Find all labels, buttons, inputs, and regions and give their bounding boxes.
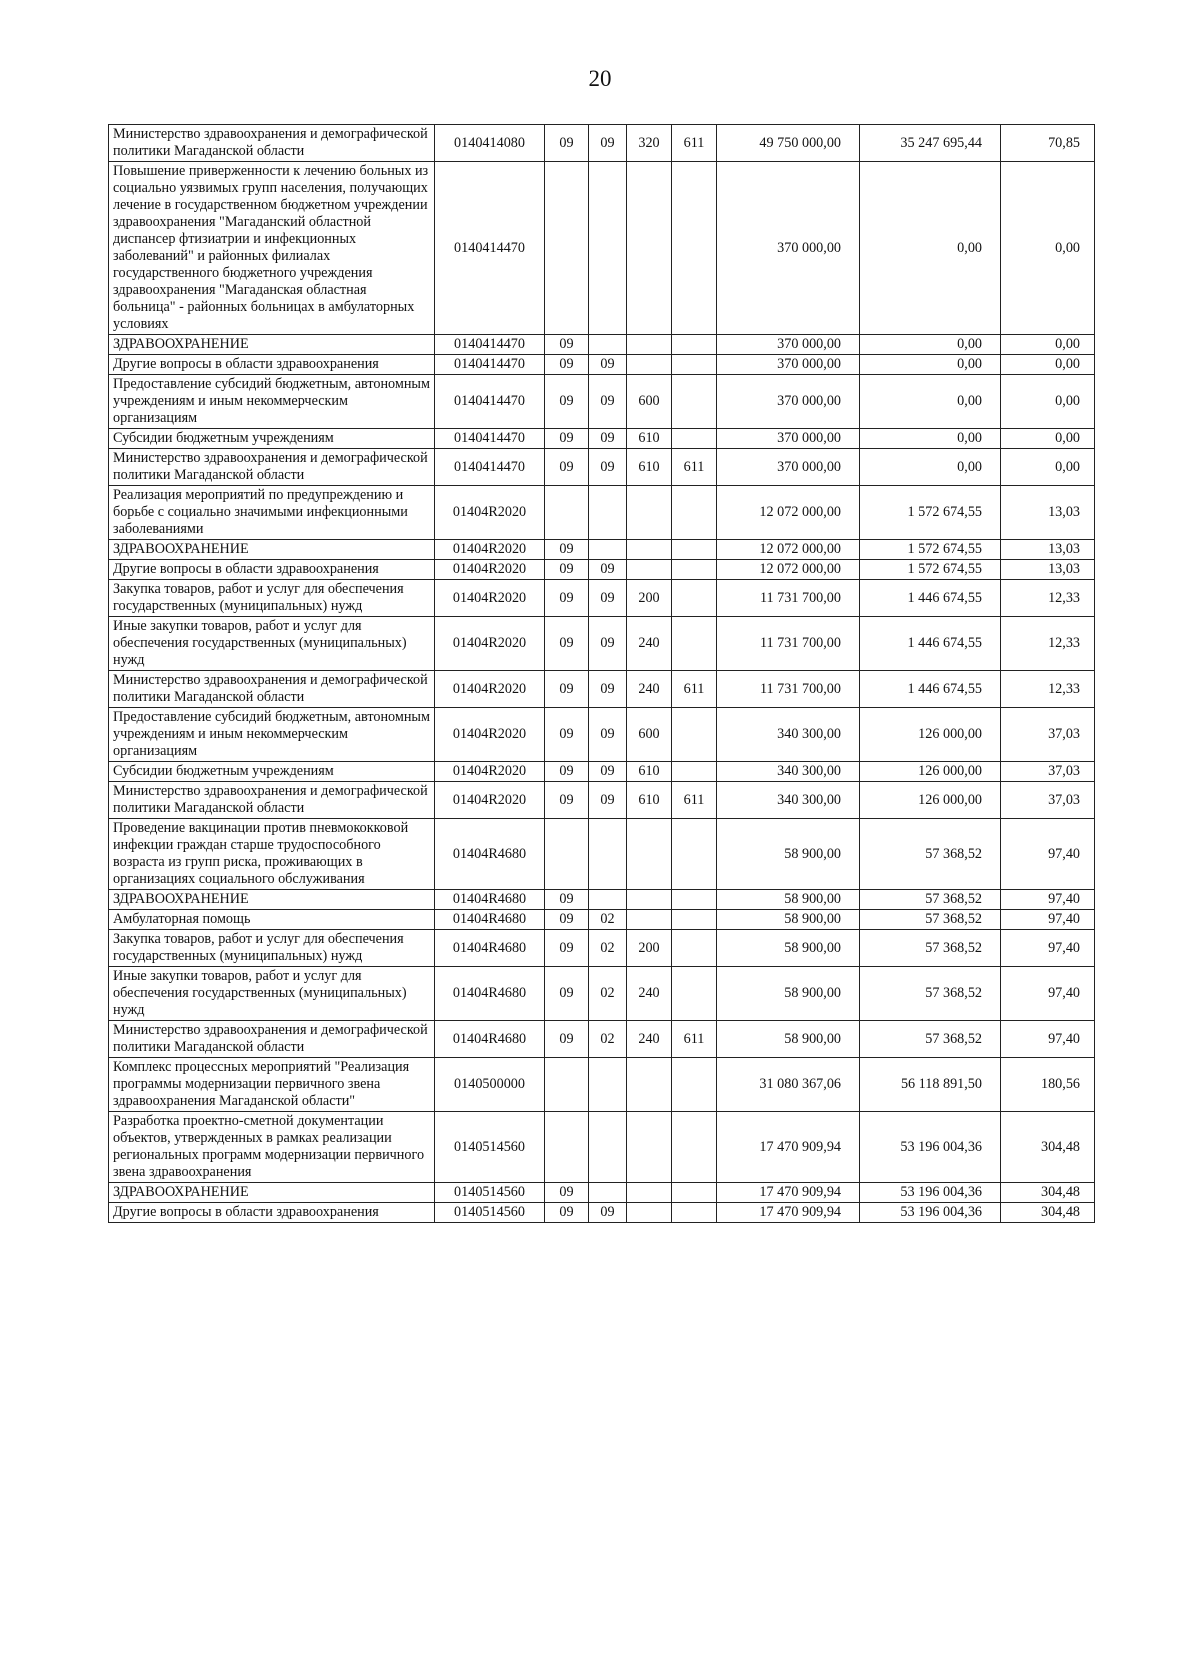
target-code-cell: 0140514560 [435, 1203, 545, 1223]
row-name-cell: Комплекс процессных мероприятий "Реализация программы модернизации первичного звена здравоохранения Магаданской области" [109, 1058, 435, 1112]
administrator-code-cell: 611 [672, 1021, 717, 1058]
section-cell: 09 [545, 930, 589, 967]
row-name-cell: Закупка товаров, работ и услуг для обеспечения государственных (муниципальных) нужд [109, 580, 435, 617]
section-cell [545, 819, 589, 890]
section-cell: 09 [545, 1021, 589, 1058]
actual-amount-cell: 53 196 004,36 [860, 1183, 1001, 1203]
target-code-cell: 01404R4680 [435, 819, 545, 890]
section-cell: 09 [545, 375, 589, 429]
subsection-cell: 09 [589, 1203, 627, 1223]
subsection-cell: 09 [589, 375, 627, 429]
section-cell: 09 [545, 890, 589, 910]
actual-amount-cell: 0,00 [860, 162, 1001, 335]
execution-percent-cell: 37,03 [1001, 762, 1095, 782]
row-name-cell: Другие вопросы в области здравоохранения [109, 1203, 435, 1223]
subsection-cell: 02 [589, 1021, 627, 1058]
expense-type-cell: 200 [627, 930, 672, 967]
actual-amount-cell: 1 446 674,55 [860, 671, 1001, 708]
target-code-cell: 0140414470 [435, 429, 545, 449]
planned-amount-cell: 49 750 000,00 [717, 125, 860, 162]
subsection-cell [589, 486, 627, 540]
actual-amount-cell: 57 368,52 [860, 930, 1001, 967]
execution-percent-cell: 97,40 [1001, 967, 1095, 1021]
row-name-cell: Иные закупки товаров, работ и услуг для обеспечения государственных (муниципальных) нужд [109, 967, 435, 1021]
actual-amount-cell: 35 247 695,44 [860, 125, 1001, 162]
table-row [109, 762, 1095, 782]
row-name-cell: Повышение приверженности к лечению больных из социально уязвимых групп населения, получающих лечение в государственном бюджетном учреждении здравоохранения "Магаданский областной диспансер фтизиатрии и инфекционных заболеваний" и районных филиалах государственного бюджетного учреждения здравоохранения "Магаданская областная больница" - районных больницах в амбулаторных условиях [109, 162, 435, 335]
target-code-cell: 0140414470 [435, 162, 545, 335]
table-row [109, 486, 1095, 540]
execution-percent-cell: 12,33 [1001, 671, 1095, 708]
execution-percent-cell: 12,33 [1001, 580, 1095, 617]
administrator-code-cell [672, 335, 717, 355]
expense-type-cell [627, 819, 672, 890]
table-row [109, 819, 1095, 890]
section-cell: 09 [545, 617, 589, 671]
execution-percent-cell: 0,00 [1001, 449, 1095, 486]
subsection-cell [589, 1183, 627, 1203]
subsection-cell: 09 [589, 617, 627, 671]
actual-amount-cell: 53 196 004,36 [860, 1112, 1001, 1183]
section-cell [545, 486, 589, 540]
execution-percent-cell: 304,48 [1001, 1203, 1095, 1223]
target-code-cell: 0140414080 [435, 125, 545, 162]
planned-amount-cell: 370 000,00 [717, 335, 860, 355]
row-name-cell: Предоставление субсидий бюджетным, автономным учреждениям и иным некоммерческим организациям [109, 375, 435, 429]
planned-amount-cell: 31 080 367,06 [717, 1058, 860, 1112]
administrator-code-cell [672, 819, 717, 890]
target-code-cell: 0140514560 [435, 1183, 545, 1203]
row-name-cell: Иные закупки товаров, работ и услуг для обеспечения государственных (муниципальных) нужд [109, 617, 435, 671]
planned-amount-cell: 11 731 700,00 [717, 580, 860, 617]
administrator-code-cell [672, 1203, 717, 1223]
target-code-cell: 01404R2020 [435, 580, 545, 617]
planned-amount-cell: 58 900,00 [717, 890, 860, 910]
target-code-cell: 0140414470 [435, 335, 545, 355]
subsection-cell: 09 [589, 708, 627, 762]
subsection-cell: 02 [589, 967, 627, 1021]
table-row [109, 429, 1095, 449]
administrator-code-cell [672, 540, 717, 560]
planned-amount-cell: 370 000,00 [717, 429, 860, 449]
section-cell [545, 1058, 589, 1112]
table-row [109, 580, 1095, 617]
row-name-cell: Проведение вакцинации против пневмококковой инфекции граждан старше трудоспособного возраста из групп риска, проживающих в организациях социального обслуживания [109, 819, 435, 890]
planned-amount-cell: 340 300,00 [717, 782, 860, 819]
actual-amount-cell: 57 368,52 [860, 1021, 1001, 1058]
subsection-cell: 09 [589, 355, 627, 375]
subsection-cell: 09 [589, 782, 627, 819]
row-name-cell: Другие вопросы в области здравоохранения [109, 355, 435, 375]
target-code-cell: 01404R2020 [435, 762, 545, 782]
row-name-cell: Министерство здравоохранения и демографической политики Магаданской области [109, 125, 435, 162]
subsection-cell: 09 [589, 762, 627, 782]
execution-percent-cell: 13,03 [1001, 486, 1095, 540]
expense-type-cell: 600 [627, 708, 672, 762]
expense-type-cell [627, 1058, 672, 1112]
administrator-code-cell [672, 560, 717, 580]
actual-amount-cell: 1 446 674,55 [860, 617, 1001, 671]
target-code-cell: 01404R2020 [435, 782, 545, 819]
section-cell [545, 1112, 589, 1183]
planned-amount-cell: 58 900,00 [717, 930, 860, 967]
actual-amount-cell: 0,00 [860, 355, 1001, 375]
table-row [109, 617, 1095, 671]
actual-amount-cell: 126 000,00 [860, 762, 1001, 782]
row-name-cell: Другие вопросы в области здравоохранения [109, 560, 435, 580]
table-row [109, 162, 1095, 335]
section-cell: 09 [545, 1203, 589, 1223]
expense-type-cell: 610 [627, 449, 672, 486]
administrator-code-cell [672, 708, 717, 762]
execution-percent-cell: 70,85 [1001, 125, 1095, 162]
planned-amount-cell: 58 900,00 [717, 910, 860, 930]
subsection-cell: 09 [589, 125, 627, 162]
table-row [109, 890, 1095, 910]
expense-type-cell [627, 910, 672, 930]
actual-amount-cell: 126 000,00 [860, 782, 1001, 819]
subsection-cell [589, 890, 627, 910]
row-name-cell: ЗДРАВООХРАНЕНИЕ [109, 540, 435, 560]
planned-amount-cell: 58 900,00 [717, 819, 860, 890]
actual-amount-cell: 0,00 [860, 449, 1001, 486]
section-cell: 09 [545, 967, 589, 1021]
execution-percent-cell: 0,00 [1001, 335, 1095, 355]
actual-amount-cell: 56 118 891,50 [860, 1058, 1001, 1112]
section-cell: 09 [545, 540, 589, 560]
subsection-cell: 09 [589, 449, 627, 486]
actual-amount-cell: 1 446 674,55 [860, 580, 1001, 617]
row-name-cell: Субсидии бюджетным учреждениям [109, 429, 435, 449]
execution-percent-cell: 97,40 [1001, 890, 1095, 910]
expense-type-cell [627, 560, 672, 580]
section-cell: 09 [545, 449, 589, 486]
administrator-code-cell [672, 1058, 717, 1112]
expense-type-cell [627, 355, 672, 375]
table-row [109, 671, 1095, 708]
expense-type-cell: 200 [627, 580, 672, 617]
subsection-cell [589, 162, 627, 335]
table-row [109, 125, 1095, 162]
administrator-code-cell [672, 967, 717, 1021]
target-code-cell: 01404R4680 [435, 967, 545, 1021]
planned-amount-cell: 17 470 909,94 [717, 1203, 860, 1223]
expense-type-cell [627, 162, 672, 335]
actual-amount-cell: 57 368,52 [860, 890, 1001, 910]
actual-amount-cell: 57 368,52 [860, 967, 1001, 1021]
execution-percent-cell: 97,40 [1001, 819, 1095, 890]
planned-amount-cell: 370 000,00 [717, 375, 860, 429]
execution-percent-cell: 0,00 [1001, 162, 1095, 335]
expense-type-cell: 240 [627, 671, 672, 708]
row-name-cell: Закупка товаров, работ и услуг для обеспечения государственных (муниципальных) нужд [109, 930, 435, 967]
planned-amount-cell: 370 000,00 [717, 355, 860, 375]
administrator-code-cell [672, 162, 717, 335]
target-code-cell: 01404R4680 [435, 1021, 545, 1058]
section-cell: 09 [545, 580, 589, 617]
row-name-cell: Разработка проектно-сметной документации объектов, утвержденных в рамках реализации региональных программ модернизации первичного звена здравоохранения [109, 1112, 435, 1183]
execution-percent-cell: 37,03 [1001, 708, 1095, 762]
administrator-code-cell [672, 1183, 717, 1203]
table-row [109, 910, 1095, 930]
section-cell: 09 [545, 708, 589, 762]
table-row [109, 540, 1095, 560]
administrator-code-cell: 611 [672, 782, 717, 819]
administrator-code-cell [672, 375, 717, 429]
table-row [109, 1112, 1095, 1183]
administrator-code-cell: 611 [672, 449, 717, 486]
administrator-code-cell [672, 910, 717, 930]
actual-amount-cell: 0,00 [860, 335, 1001, 355]
table-row [109, 1203, 1095, 1223]
subsection-cell: 09 [589, 671, 627, 708]
subsection-cell [589, 335, 627, 355]
expense-type-cell: 610 [627, 429, 672, 449]
target-code-cell: 01404R2020 [435, 486, 545, 540]
execution-percent-cell: 37,03 [1001, 782, 1095, 819]
row-name-cell: ЗДРАВООХРАНЕНИЕ [109, 335, 435, 355]
subsection-cell: 09 [589, 429, 627, 449]
administrator-code-cell [672, 930, 717, 967]
planned-amount-cell: 12 072 000,00 [717, 486, 860, 540]
planned-amount-cell: 11 731 700,00 [717, 671, 860, 708]
actual-amount-cell: 126 000,00 [860, 708, 1001, 762]
expense-type-cell [627, 1203, 672, 1223]
section-cell: 09 [545, 1183, 589, 1203]
subsection-cell: 09 [589, 560, 627, 580]
subsection-cell: 02 [589, 930, 627, 967]
table-row [109, 375, 1095, 429]
planned-amount-cell: 11 731 700,00 [717, 617, 860, 671]
execution-percent-cell: 97,40 [1001, 930, 1095, 967]
table-row [109, 1021, 1095, 1058]
expense-type-cell: 240 [627, 1021, 672, 1058]
execution-percent-cell: 180,56 [1001, 1058, 1095, 1112]
table-row [109, 708, 1095, 762]
actual-amount-cell: 57 368,52 [860, 910, 1001, 930]
section-cell: 09 [545, 429, 589, 449]
target-code-cell: 01404R4680 [435, 910, 545, 930]
expense-type-cell [627, 486, 672, 540]
target-code-cell: 0140414470 [435, 449, 545, 486]
administrator-code-cell [672, 355, 717, 375]
administrator-code-cell [672, 580, 717, 617]
section-cell: 09 [545, 782, 589, 819]
actual-amount-cell: 1 572 674,55 [860, 560, 1001, 580]
target-code-cell: 01404R2020 [435, 540, 545, 560]
target-code-cell: 0140500000 [435, 1058, 545, 1112]
subsection-cell: 09 [589, 580, 627, 617]
subsection-cell [589, 819, 627, 890]
planned-amount-cell: 340 300,00 [717, 708, 860, 762]
planned-amount-cell: 58 900,00 [717, 1021, 860, 1058]
target-code-cell: 01404R4680 [435, 930, 545, 967]
row-name-cell: Министерство здравоохранения и демографической политики Магаданской области [109, 671, 435, 708]
budget-table-body [109, 125, 1095, 1223]
expense-type-cell [627, 335, 672, 355]
section-cell: 09 [545, 762, 589, 782]
planned-amount-cell: 370 000,00 [717, 449, 860, 486]
expense-type-cell: 240 [627, 617, 672, 671]
execution-percent-cell: 13,03 [1001, 540, 1095, 560]
section-cell: 09 [545, 910, 589, 930]
administrator-code-cell: 611 [672, 125, 717, 162]
administrator-code-cell: 611 [672, 671, 717, 708]
execution-percent-cell: 0,00 [1001, 375, 1095, 429]
section-cell: 09 [545, 355, 589, 375]
execution-percent-cell: 12,33 [1001, 617, 1095, 671]
execution-percent-cell: 0,00 [1001, 355, 1095, 375]
administrator-code-cell [672, 890, 717, 910]
section-cell [545, 162, 589, 335]
planned-amount-cell: 17 470 909,94 [717, 1183, 860, 1203]
table-row [109, 1058, 1095, 1112]
section-cell: 09 [545, 560, 589, 580]
subsection-cell [589, 1058, 627, 1112]
administrator-code-cell [672, 617, 717, 671]
target-code-cell: 0140514560 [435, 1112, 545, 1183]
expense-type-cell: 610 [627, 762, 672, 782]
administrator-code-cell [672, 762, 717, 782]
administrator-code-cell [672, 1112, 717, 1183]
table-row [109, 449, 1095, 486]
target-code-cell: 0140414470 [435, 375, 545, 429]
expense-type-cell: 600 [627, 375, 672, 429]
page-number: 20 [588, 66, 612, 91]
expense-type-cell: 240 [627, 967, 672, 1021]
expense-type-cell [627, 540, 672, 560]
actual-amount-cell: 57 368,52 [860, 819, 1001, 890]
row-name-cell: Министерство здравоохранения и демографической политики Магаданской области [109, 449, 435, 486]
subsection-cell: 02 [589, 910, 627, 930]
execution-percent-cell: 0,00 [1001, 429, 1095, 449]
table-row [109, 967, 1095, 1021]
table-row [109, 335, 1095, 355]
planned-amount-cell: 12 072 000,00 [717, 560, 860, 580]
table-row [109, 782, 1095, 819]
expense-type-cell [627, 890, 672, 910]
administrator-code-cell [672, 429, 717, 449]
actual-amount-cell: 0,00 [860, 375, 1001, 429]
table-row [109, 355, 1095, 375]
planned-amount-cell: 12 072 000,00 [717, 540, 860, 560]
actual-amount-cell: 1 572 674,55 [860, 540, 1001, 560]
planned-amount-cell: 370 000,00 [717, 162, 860, 335]
row-name-cell: ЗДРАВООХРАНЕНИЕ [109, 890, 435, 910]
administrator-code-cell [672, 486, 717, 540]
row-name-cell: Амбулаторная помощь [109, 910, 435, 930]
expense-type-cell [627, 1112, 672, 1183]
table-row [109, 1183, 1095, 1203]
row-name-cell: Реализация мероприятий по предупреждению и борьбе с социально значимыми инфекционными заболеваниями [109, 486, 435, 540]
budget-table [108, 124, 1095, 1223]
subsection-cell [589, 1112, 627, 1183]
planned-amount-cell: 58 900,00 [717, 967, 860, 1021]
subsection-cell [589, 540, 627, 560]
execution-percent-cell: 304,48 [1001, 1183, 1095, 1203]
table-row [109, 560, 1095, 580]
target-code-cell: 0140414470 [435, 355, 545, 375]
execution-percent-cell: 97,40 [1001, 910, 1095, 930]
section-cell: 09 [545, 335, 589, 355]
planned-amount-cell: 340 300,00 [717, 762, 860, 782]
execution-percent-cell: 13,03 [1001, 560, 1095, 580]
section-cell: 09 [545, 671, 589, 708]
table-row [109, 930, 1095, 967]
target-code-cell: 01404R2020 [435, 560, 545, 580]
target-code-cell: 01404R4680 [435, 890, 545, 910]
actual-amount-cell: 53 196 004,36 [860, 1203, 1001, 1223]
execution-percent-cell: 97,40 [1001, 1021, 1095, 1058]
row-name-cell: Предоставление субсидий бюджетным, автономным учреждениям и иным некоммерческим организациям [109, 708, 435, 762]
row-name-cell: ЗДРАВООХРАНЕНИЕ [109, 1183, 435, 1203]
row-name-cell: Субсидии бюджетным учреждениям [109, 762, 435, 782]
target-code-cell: 01404R2020 [435, 671, 545, 708]
target-code-cell: 01404R2020 [435, 708, 545, 762]
execution-percent-cell: 304,48 [1001, 1112, 1095, 1183]
expense-type-cell: 320 [627, 125, 672, 162]
actual-amount-cell: 0,00 [860, 429, 1001, 449]
target-code-cell: 01404R2020 [435, 617, 545, 671]
expense-type-cell [627, 1183, 672, 1203]
section-cell: 09 [545, 125, 589, 162]
row-name-cell: Министерство здравоохранения и демографической политики Магаданской области [109, 1021, 435, 1058]
actual-amount-cell: 1 572 674,55 [860, 486, 1001, 540]
expense-type-cell: 610 [627, 782, 672, 819]
planned-amount-cell: 17 470 909,94 [717, 1112, 860, 1183]
row-name-cell: Министерство здравоохранения и демографической политики Магаданской области [109, 782, 435, 819]
